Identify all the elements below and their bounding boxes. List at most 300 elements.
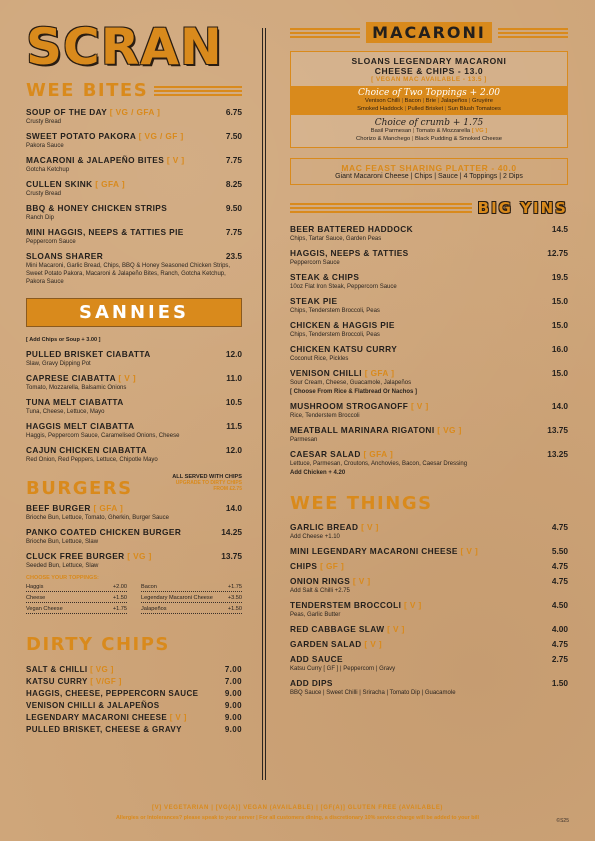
menu-item-desc: Slaw, Gravy Dipping Pot [26, 361, 91, 367]
dietary-tag: [ V ] [169, 713, 187, 722]
topping-item [141, 606, 242, 614]
menu-item-name: MINI LEGENDARY MACARONI CHEESE [290, 546, 458, 556]
crumb-option: Black Pudding & Smoked Cheese [414, 135, 502, 142]
topping-price: +1.75 [112, 606, 127, 612]
topping-price: +1.50 [112, 595, 127, 601]
menu-item-price: 6.75 [225, 107, 242, 117]
menu-item-name: CAESAR SALAD [290, 449, 361, 459]
menu-item-name: VENISON CHILLI [290, 368, 362, 378]
menu-item-desc: Peppercorn Sauce [290, 260, 340, 266]
menu-item [26, 503, 242, 522]
toppings-title: CHOOSE YOUR TOPPINGS: [26, 575, 99, 581]
sannies-note: [ Add Chips or Soup + 3.00 ] [26, 337, 101, 343]
menu-item-desc: Seeded Bun, Lettuce, Slaw [26, 563, 99, 569]
menu-item [26, 203, 242, 222]
menu-item [26, 373, 242, 392]
menu-item-name-wrap [26, 445, 147, 455]
menu-item-price: 15.0 [551, 368, 568, 378]
crumb-option: Chorizo & Manchego [356, 135, 411, 142]
menu-item-head [26, 397, 242, 407]
menu-item-name: ONION RINGS [290, 576, 351, 586]
menu-item-head [290, 368, 568, 378]
dietary-tag: [ V ] [404, 600, 422, 610]
menu-item-price: 12.0 [225, 445, 242, 455]
menu-item [26, 179, 242, 198]
menu-item [26, 131, 242, 150]
crumb-tag: [ VG ] [471, 128, 488, 134]
topping-item [26, 606, 127, 614]
menu-item-head [26, 503, 242, 513]
menu-item-name-wrap [290, 401, 429, 411]
menu-item-price: 14.25 [221, 527, 242, 537]
menu-item [290, 224, 568, 243]
topping-price: +1.50 [227, 606, 242, 612]
dietary-tag: [ VG ] [127, 551, 152, 561]
menu-item-price: 23.5 [225, 251, 242, 261]
menu-item-name-wrap [290, 425, 462, 435]
topping-name: Cheese [26, 595, 46, 601]
menu-item-desc: Mini Macaroni, Garlic Bread, Chips, BBQ & Honey Seasoned Chicken Strips, Sweet Potato Pakora, Macaroni & Jalapeño Bites, Ranch, Gotcha Ketchup, Pakora Sauce [26, 263, 231, 285]
dietary-tag: [ V ] [118, 373, 137, 383]
menu-item-name-wrap [290, 654, 343, 664]
macaroni-prefix: SLOANS [351, 56, 391, 66]
menu-item-name: TENDERSTEM BROCCOLI [290, 600, 402, 610]
wee-bites-title: WEE BITES [26, 80, 149, 101]
dietary-tag: [ GFA ] [364, 368, 395, 378]
menu-item-name-wrap [290, 576, 371, 586]
menu-item-name: TUNA MELT CIABATTA [26, 397, 124, 407]
toppings-heading: Choice of Two Toppings + 2.00 [357, 88, 501, 98]
column-divider [262, 28, 266, 780]
topping-name: Bacon [141, 584, 157, 590]
menu-item-name-wrap [290, 639, 382, 649]
section-stripes [290, 203, 472, 213]
menu-item-desc: Pakora Sauce [26, 143, 64, 149]
menu-item-price: 13.75 [547, 425, 568, 435]
topping-option: Sun Blush Tomatoes [447, 105, 501, 112]
menu-item [290, 425, 568, 444]
menu-item [290, 654, 568, 673]
menu-item [26, 551, 242, 570]
dietary-tag: [ V ] [364, 639, 383, 649]
dirty-chips-name: SALT & CHILLI [26, 665, 88, 674]
menu-item-head [26, 107, 242, 117]
menu-item-head [290, 639, 568, 649]
menu-item-price: 14.0 [551, 401, 568, 411]
toppings-grid [26, 584, 242, 614]
menu-item-name-wrap [26, 397, 124, 407]
brand-logo: SCRAN [26, 18, 223, 76]
menu-item-name-wrap [290, 522, 379, 532]
allergy-note: Allergies or Intolerances? please speak to your server | For all customers dining, a discretionary 10% service charge will be added to your bill [115, 815, 480, 821]
menu-item-name-wrap [290, 678, 333, 688]
menu-item-price: 4.75 [551, 639, 568, 649]
menu-item-price: 5.50 [551, 546, 568, 556]
big-yins-title: BIG YINS [477, 199, 568, 217]
menu-item-name: ADD SAUCE [290, 654, 343, 664]
topping-item [26, 595, 127, 603]
menu-item-name-wrap [290, 449, 393, 459]
wee-things-header [290, 493, 568, 514]
menu-item-head [26, 373, 242, 383]
menu-item [26, 251, 242, 286]
macaroni-box [290, 51, 568, 148]
dietary-tag: [ GF ] [320, 561, 345, 571]
crumb-heading: Choice of crumb + 1.75 [374, 118, 484, 128]
menu-item [290, 624, 568, 634]
topping-item [141, 584, 242, 592]
menu-item [290, 522, 568, 541]
topping-price: +3.50 [227, 595, 242, 601]
menu-item-head [290, 248, 568, 258]
menu-item-price: 10.5 [225, 397, 242, 407]
menu-item-name-wrap [290, 248, 409, 258]
menu-item-name: MUSHROOM STROGANOFF [290, 401, 409, 411]
menu-item-head [290, 561, 568, 571]
crumb-option: Tomato & Mozzarella [416, 128, 471, 134]
burgers-title: BURGERS [26, 478, 133, 499]
dietary-tag: [ V ] [166, 155, 185, 165]
menu-item-head [290, 624, 568, 634]
menu-item-name: CHICKEN & HAGGIS PIE [290, 320, 395, 330]
menu-item-desc: Brioche Bun, Lettuce, Tomato, Gherkin, Burger Sauce [26, 515, 169, 521]
menu-item-desc: Chips, Tenderstem Broccoli, Peas [290, 308, 380, 314]
menu-item-desc: Add Cheese +1.10 [290, 534, 340, 540]
menu-item [290, 561, 568, 571]
menu-item [26, 397, 242, 416]
dirty-chips-item [26, 701, 242, 710]
menu-item-name: BEER BATTERED HADDOCK [290, 224, 414, 234]
menu-item-name-wrap [26, 131, 184, 141]
menu-item-desc: Chips, Tenderstem Broccoli, Peas [290, 332, 380, 338]
menu-item-price: 4.75 [551, 576, 568, 586]
dirty-chips-name: VENISON CHILLI & JALAPEÑOS [26, 701, 160, 710]
dirty-chips-name: HAGGIS, CHEESE, PEPPERCORN SAUCE [26, 689, 199, 698]
crumb-line-1: Basil Parmesan | Tomato & Mozzarella [ VG ] [370, 128, 488, 134]
dietary-legend: [V] VEGETARIAN | [VG(A)] VEGAN (AVAILABLE) | [GF(A)] GLUTEN FREE (AVAILABLE) [151, 805, 444, 811]
menu-item-desc: 10oz Flat Iron Steak, Peppercorn Sauce [290, 284, 397, 290]
menu-item [290, 639, 568, 649]
menu-item-head [290, 425, 568, 435]
menu-item-price: 9.50 [225, 203, 242, 213]
menu-item [290, 344, 568, 363]
dirty-chips-item [26, 689, 242, 698]
macaroni-main-line1 [295, 56, 563, 66]
menu-item-price: 7.75 [225, 227, 242, 237]
menu-item [290, 272, 568, 291]
burgers-side-note: ALL SERVED WITH CHIPS [172, 474, 242, 480]
menu-item-name-wrap [26, 251, 103, 261]
menu-item-desc: Brioche Bun, Lettuce, Slaw [26, 539, 99, 545]
menu-item-head [290, 654, 568, 664]
wee-bites-header [26, 80, 242, 101]
menu-item-desc: Tuna, Cheese, Lettuce, Mayo [26, 409, 105, 415]
dietary-tag: [ V ] [352, 576, 371, 586]
big-yins-list [290, 224, 568, 477]
menu-item-name-wrap [26, 527, 181, 537]
menu-item-name-wrap [26, 227, 184, 237]
menu-item-head [290, 401, 568, 411]
menu-item-price: 4.75 [551, 561, 568, 571]
menu-item-head [290, 576, 568, 586]
menu-item-name-wrap [26, 503, 123, 513]
menu-item-name-wrap [290, 600, 422, 610]
section-stripes [498, 28, 568, 38]
menu-item-head [290, 449, 568, 459]
menu-item-desc: Red Onion, Red Peppers, Lettuce, Chipotle Mayo [26, 457, 158, 463]
menu-item-head [26, 251, 242, 261]
dirty-chips-name-wrap [26, 725, 182, 734]
menu-item-head [290, 678, 568, 688]
menu-item-price: 4.50 [551, 600, 568, 610]
left-column [26, 18, 242, 737]
menu-item-price: 15.0 [551, 320, 568, 330]
menu-item-name: SOUP OF THE DAY [26, 107, 107, 117]
menu-item-name-wrap [290, 368, 394, 378]
footer [0, 805, 595, 821]
menu-item-head [26, 551, 242, 561]
sannies-list [26, 349, 242, 464]
menu-item-head [26, 445, 242, 455]
menu-item-desc: Tomato, Mozzarella, Balsamic Onions [26, 385, 127, 391]
menu-item-name: ADD DIPS [290, 678, 333, 688]
menu-item-desc: Chips, Tartar Sauce, Garden Peas [290, 236, 382, 242]
menu-item-desc: Peppercorn Sauce [26, 239, 76, 245]
dietary-tag: [ V ] [460, 546, 479, 556]
topping-option: Gruyère [471, 98, 493, 104]
menu-item-name-wrap [290, 561, 344, 571]
topping-name: Jalapeños [141, 606, 167, 612]
menu-item [290, 600, 568, 619]
menu-item-desc: Lettuce, Parmesan, Croutons, Anchovies, Bacon, Caesar Dressing [290, 461, 468, 467]
menu-item [26, 445, 242, 464]
menu-item-desc: Crusty Bread [26, 191, 62, 197]
menu-item-name-wrap [26, 421, 134, 431]
menu-item-price: 8.25 [225, 179, 242, 189]
dietary-tag: [ VG / GFA ] [109, 107, 161, 117]
menu-item [26, 227, 242, 246]
burgers-upgrade-note: UPGRADE TO DIRTY CHIPS FROM £2.75 [175, 480, 242, 492]
menu-item-name: GARLIC BREAD [290, 522, 359, 532]
dietary-tag: [ V ] [361, 522, 379, 532]
menu-item [290, 449, 568, 477]
menu-item-head [26, 421, 242, 431]
dirty-chips-name-wrap [26, 701, 160, 710]
menu-item-name-wrap [290, 624, 405, 634]
crumb-line-2: Chorizo & Manchego | Black Pudding & Smoked Cheese [356, 135, 502, 142]
wee-things-list [290, 522, 568, 697]
menu-item-head [26, 131, 242, 141]
menu-item-price: 19.5 [551, 272, 568, 282]
dirty-chips-price: 9.00 [224, 725, 242, 734]
menu-item-price: 4.75 [551, 522, 568, 532]
menu-item [26, 349, 242, 368]
section-stripes [290, 28, 360, 38]
macaroni-vegan: [ VEGAN MAC AVAILABLE - 13.5 ] [371, 76, 487, 83]
dirty-chips-price: 7.00 [224, 665, 242, 674]
menu-item [290, 401, 568, 420]
menu-item-name: STEAK & CHIPS [290, 272, 360, 282]
menu-item-name-wrap [290, 320, 395, 330]
dirty-chips-name: KATSU CURRY [26, 677, 88, 686]
crumb-option: Basil Parmesan [370, 128, 412, 134]
menu-item-head [26, 179, 242, 189]
dirty-chips-item [26, 677, 242, 686]
dietary-tag: [ VG / GF ] [138, 131, 184, 141]
menu-item [290, 320, 568, 339]
topping-price: +2.00 [112, 584, 127, 590]
menu-item-name: CULLEN SKINK [26, 179, 93, 189]
topping-option: Pulled Brisket [407, 105, 444, 112]
menu-item [26, 421, 242, 440]
menu-item-name-wrap [26, 107, 160, 117]
dirty-chips-item [26, 665, 242, 674]
topping-name: Haggis [26, 584, 44, 590]
topping-option: Brie [425, 98, 437, 104]
burgers-header [26, 474, 242, 499]
toppings-line-2: Smoked Haddock | Pulled Brisket | Sun Blush Tomatoes [357, 105, 501, 112]
menu-item-name-wrap [26, 551, 152, 561]
toppings-line-1: Venison Chilli | Bacon | Brie | Jalapeños | Gruyère [365, 98, 493, 104]
dirty-chips-price: 7.00 [224, 677, 242, 686]
menu-item-desc-extra: Add Chicken + 4.20 [290, 470, 346, 476]
dirty-chips-item [26, 713, 242, 722]
menu-item [290, 368, 568, 396]
dirty-chips-item [26, 725, 242, 734]
menu-item [26, 155, 242, 174]
dirty-chips-name-wrap [26, 689, 198, 698]
topping-option: Smoked Haddock [357, 105, 403, 112]
menu-item-head [26, 227, 242, 237]
dirty-chips-title: DIRTY CHIPS [26, 634, 170, 655]
menu-item-head [290, 296, 568, 306]
wee-bites-list [26, 107, 242, 286]
menu-item-name-wrap [26, 179, 125, 189]
menu-item-desc: Crusty Bread [26, 119, 62, 125]
macaroni-header [290, 22, 568, 43]
menu-item-name: CHIPS [290, 561, 318, 571]
menu-item-desc: Sour Cream, Cheese, Guacamole, Jalapeños [290, 380, 412, 386]
menu-item-desc: Ranch Dip [26, 215, 55, 221]
dirty-chips-name: LEGENDARY MACARONI CHEESE [26, 713, 168, 722]
macaroni-legendary: LEGENDARY [393, 56, 452, 66]
menu-item [290, 576, 568, 595]
menu-item-name-wrap [290, 224, 413, 234]
burgers-list [26, 503, 242, 570]
dirty-chips-header [26, 634, 242, 655]
feast-desc: Giant Macaroni Cheese | Chips | Sauce | 4 Toppings | 2 Dips [335, 173, 523, 180]
menu-item-name-wrap [26, 373, 136, 383]
dietary-tag: [ GFA ] [95, 179, 125, 189]
menu-item-name: HAGGIS, NEEPS & TATTIES [290, 248, 409, 258]
menu-item-name-wrap [26, 203, 167, 213]
menu-item-price: 1.50 [551, 678, 568, 688]
menu-item-name-wrap [290, 344, 397, 354]
menu-item-name: STEAK PIE [290, 296, 338, 306]
dirty-chips-name: PULLED BRISKET, CHEESE & GRAVY [26, 725, 182, 734]
menu-item-desc: Haggis, Peppercorn Sauce, Caramelised Onions, Cheese [26, 433, 180, 439]
feast-box [290, 158, 568, 185]
menu-item-head [26, 349, 242, 359]
menu-item-name-wrap [290, 272, 359, 282]
menu-item-desc: Add Salt & Chilli +2.75 [290, 588, 350, 594]
menu-item-head [290, 344, 568, 354]
topping-item [141, 595, 242, 603]
menu-item [290, 546, 568, 556]
copyright: ©S25 [556, 818, 569, 824]
menu-item-head [290, 546, 568, 556]
menu-item [290, 678, 568, 697]
topping-option: Venison Chilli [365, 98, 400, 104]
menu-item-name: CAPRESE CIABATTA [26, 373, 116, 383]
topping-name: Legendary Macaroni Cheese [141, 595, 213, 601]
macaroni-suffix: MACARONI [454, 56, 507, 66]
menu-item-head [26, 527, 242, 537]
menu-item-desc: Katsu Curry [ GF ] | Peppercorn | Gravy [290, 666, 396, 672]
menu-item-name: CLUCK FREE BURGER [26, 551, 125, 561]
menu-item-price: 2.75 [551, 654, 568, 664]
dietary-tag: [ V ] [387, 624, 405, 634]
macaroni-title: MACARONI [366, 22, 492, 43]
menu-item-name: MEATBALL MARINARA RIGATONI [290, 425, 435, 435]
menu-item-name: CAJUN CHICKEN CIABATTA [26, 445, 147, 455]
wee-things-title: WEE THINGS [290, 493, 433, 514]
menu-item [290, 296, 568, 315]
menu-item-head [290, 320, 568, 330]
menu-item-name-wrap [26, 349, 151, 359]
menu-item-name: MINI HAGGIS, NEEPS & TATTIES PIE [26, 227, 184, 237]
topping-price: +1.75 [227, 584, 242, 590]
sannies-banner: SANNIES [26, 298, 242, 327]
big-yins-header [290, 199, 568, 217]
dietary-tag: [ GFA ] [363, 449, 394, 459]
menu-item-name: SWEET POTATO PAKORA [26, 131, 136, 141]
menu-item-price: 7.50 [225, 131, 242, 141]
menu-item-desc: Peas, Garlic Butter [290, 612, 341, 618]
menu-item [26, 107, 242, 126]
menu-item-desc: Parmesan [290, 437, 318, 443]
dirty-chips-name-wrap [26, 713, 187, 722]
menu-item-desc: Coconut Rice, Pickles [290, 356, 349, 362]
menu-item-price: 13.75 [221, 551, 242, 561]
menu-item-name-wrap [290, 296, 337, 306]
macaroni-toppings-band [291, 86, 567, 115]
menu-item-price: 7.75 [225, 155, 242, 165]
menu-item-price: 4.00 [551, 624, 568, 634]
section-stripes [154, 86, 242, 96]
menu-item-name: RED CABBAGE SLAW [290, 624, 385, 634]
menu-item-name: GARDEN SALAD [290, 639, 362, 649]
menu-item-price: 12.0 [225, 349, 242, 359]
topping-item [26, 584, 127, 592]
menu-item [26, 527, 242, 546]
dirty-chips-list [26, 665, 242, 734]
dietary-tag: [ V ] [410, 401, 429, 411]
menu-item-price: 11.5 [226, 421, 242, 431]
topping-option: Bacon [404, 98, 422, 104]
macaroni-main-line2: CHEESE & CHIPS - 13.0 [374, 66, 484, 76]
dirty-chips-price: 9.00 [224, 689, 242, 698]
topping-option: Jalapeños [440, 98, 468, 104]
feast-title: MAC FEAST SHARING PLATTER - 40.0 [341, 163, 517, 173]
menu-item-name: HAGGIS MELT CIABATTA [26, 421, 135, 431]
dietary-tag: [ VG ] [437, 425, 462, 435]
dirty-chips-name-wrap [26, 677, 122, 686]
dietary-tag: [ VG ] [90, 665, 114, 674]
menu-item-head [290, 522, 568, 532]
menu-item-name: CHICKEN KATSU CURRY [290, 344, 398, 354]
menu-item-name: PULLED BRISKET CIABATTA [26, 349, 151, 359]
